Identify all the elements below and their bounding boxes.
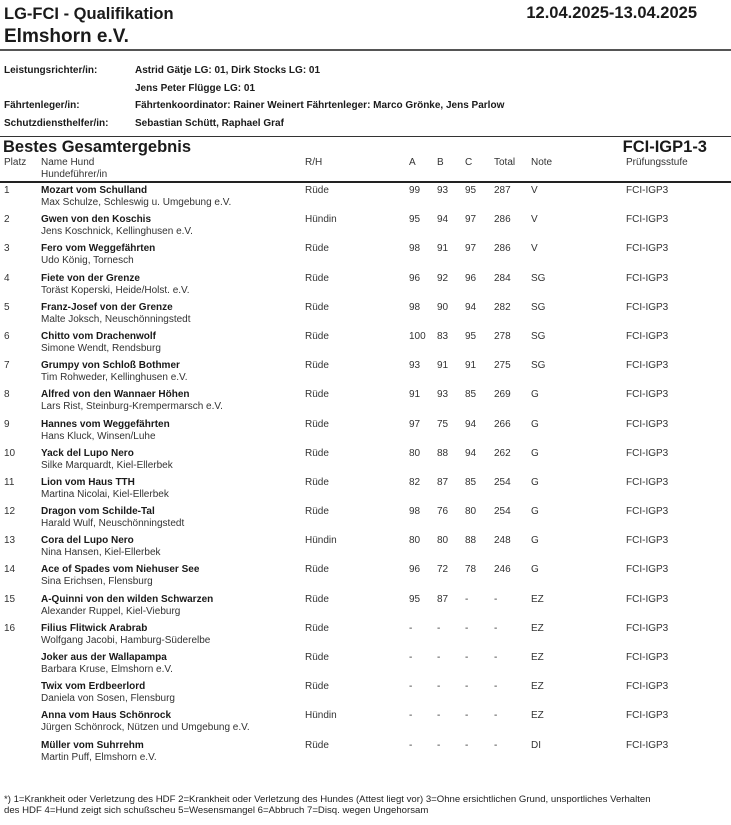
score-b: - [437, 622, 441, 634]
score-a: 96 [409, 272, 421, 284]
footnote [4, 794, 731, 816]
judges-label: Leistungsrichter/in: [4, 65, 98, 77]
score-b: 87 [437, 476, 449, 488]
score-a: 80 [409, 535, 421, 547]
table-row [0, 330, 731, 359]
grade: EZ [531, 622, 544, 634]
col-platz: Platz [4, 157, 27, 168]
exam-level: FCI-IGP3 [626, 389, 669, 401]
rank: 5 [4, 301, 10, 313]
score-b: 76 [437, 506, 449, 518]
score-total: 269 [494, 389, 511, 401]
score-total: - [494, 681, 498, 693]
exam-level: FCI-IGP3 [626, 476, 669, 488]
table-row [0, 447, 731, 476]
score-total: 254 [494, 476, 511, 488]
score-a: 98 [409, 506, 421, 518]
grade: G [531, 564, 539, 576]
grade: G [531, 535, 539, 547]
exam-level: FCI-IGP3 [626, 418, 669, 430]
grade: G [531, 418, 539, 430]
dog-name: Lion vom Haus TTH [41, 476, 135, 488]
dog-name: Müller vom Suhrrehm [41, 739, 144, 751]
dog-name: Anna vom Haus Schönrock [41, 710, 172, 722]
score-total: - [494, 593, 498, 605]
sex: Rüde [305, 330, 329, 342]
sex: Hündin [305, 214, 337, 226]
handler-name: Tim Rohweder, Kellinghusen e.V. [41, 372, 188, 384]
score-c: - [465, 710, 469, 722]
exam-level: FCI-IGP3 [626, 243, 669, 255]
sex: Rüde [305, 739, 329, 751]
exam-level: FCI-IGP3 [626, 681, 669, 693]
table-row [0, 213, 731, 242]
exam-level: FCI-IGP3 [626, 652, 669, 663]
dog-name: Franz-Josef von der Grenze [41, 301, 173, 313]
table-row [0, 534, 731, 563]
dog-name: Filius Flitwick Arabrab [41, 622, 148, 634]
score-b: 88 [437, 447, 449, 459]
score-c: 95 [465, 185, 477, 196]
sex: Rüde [305, 564, 329, 576]
table-row [0, 739, 731, 768]
handler-name: Malte Joksch, Neuschönningstedt [41, 313, 191, 325]
grade: SG [531, 360, 546, 372]
sex: Rüde [305, 360, 329, 372]
score-total: 286 [494, 243, 511, 255]
handler-name: Jens Koschnick, Kellinghusen e.V. [41, 226, 193, 238]
score-a: 95 [409, 214, 421, 226]
score-total: - [494, 622, 498, 634]
handler-name: Wolfgang Jacobi, Hamburg-Süderelbe [41, 634, 211, 646]
dog-name: Mozart vom Schulland [41, 185, 148, 196]
exam-level: FCI-IGP3 [626, 214, 669, 226]
dog-name: Gwen von den Koschis [41, 214, 152, 226]
exam-level: FCI-IGP3 [626, 535, 669, 547]
grade: SG [531, 272, 546, 284]
col-handler: Hundeführer/in [41, 169, 108, 180]
handler-name: Barbara Kruse, Elmshorn e.V. [41, 664, 173, 675]
score-c: 88 [465, 535, 477, 547]
score-a: 96 [409, 564, 421, 576]
score-c: - [465, 652, 469, 663]
score-a: 95 [409, 593, 421, 605]
score-c: - [465, 622, 469, 634]
rank: 4 [4, 272, 10, 284]
score-b: 94 [437, 214, 449, 226]
score-c: 94 [465, 301, 477, 313]
score-b: 93 [437, 389, 449, 401]
dog-name: Fero vom Weggefährten [41, 243, 156, 255]
exam-class-code: FCI-IGP1-3 [622, 138, 707, 156]
score-b: - [437, 710, 441, 722]
dog-name: Chitto vom Drachenwolf [41, 330, 157, 342]
col-c: C [465, 157, 473, 168]
table-row [0, 301, 731, 330]
dog-name: Dragon vom Schilde-Tal [41, 506, 155, 518]
handler-name: Max Schulze, Schleswig u. Umgebung e.V. [41, 197, 232, 208]
handler-name: Nina Hansen, Kiel-Ellerbek [41, 547, 161, 559]
grade: EZ [531, 681, 544, 693]
exam-level: FCI-IGP3 [626, 360, 669, 372]
sex: Rüde [305, 185, 329, 196]
score-c: 97 [465, 214, 477, 226]
exam-level: FCI-IGP3 [626, 710, 669, 722]
judges-value: Astrid Gätje LG: 01, Dirk Stocks LG: 01 [135, 65, 321, 77]
rank: 12 [4, 506, 16, 518]
grade: G [531, 506, 539, 518]
sex: Rüde [305, 652, 329, 663]
exam-level: FCI-IGP3 [626, 272, 669, 284]
document-header [4, 4, 174, 49]
handler-name: Martina Nicolai, Kiel-Ellerbek [41, 488, 169, 500]
grade: G [531, 476, 539, 488]
score-c: - [465, 593, 469, 605]
score-a: 98 [409, 243, 421, 255]
score-a: 91 [409, 389, 421, 401]
rank: 11 [4, 476, 15, 488]
score-a: 82 [409, 476, 421, 488]
rank: 1 [4, 185, 10, 196]
table-row [0, 563, 731, 592]
score-total: - [494, 739, 498, 751]
dog-name: Alfred von den Wannaer Höhen [41, 389, 190, 401]
exam-level: FCI-IGP3 [626, 301, 669, 313]
score-b: 75 [437, 418, 449, 430]
table-row [0, 622, 731, 651]
section-title: Bestes Gesamtergebnis [3, 138, 192, 156]
sex: Rüde [305, 681, 329, 693]
handler-name: Toräst Koperski, Heide/Holst. e.V. [41, 284, 190, 296]
score-c: 85 [465, 476, 477, 488]
rank: 10 [4, 447, 16, 459]
exam-level: FCI-IGP3 [626, 564, 669, 576]
footnote-line-2: des HDF 4=Hund zeigt sich schußscheu 5=Wesensmangel 6=Abbruch 7=Disq. wegen Ungehorsam [4, 805, 429, 816]
score-b: 72 [437, 564, 449, 576]
sex: Rüde [305, 418, 329, 430]
grade: V [531, 243, 538, 255]
score-a: - [409, 739, 413, 751]
dog-name: A-Quinni von den wilden Schwarzen [41, 593, 214, 605]
table-header [0, 156, 731, 182]
score-c: 78 [465, 564, 477, 576]
score-total: 275 [494, 360, 511, 372]
table-row [0, 709, 731, 738]
score-a: - [409, 710, 413, 722]
score-c: 94 [465, 418, 477, 430]
table-row [0, 272, 731, 301]
table-row [0, 242, 731, 271]
score-b: - [437, 652, 441, 663]
table-row [0, 388, 731, 417]
sex: Rüde [305, 447, 329, 459]
exam-level: FCI-IGP3 [626, 447, 669, 459]
table-row [0, 593, 731, 622]
sex: Rüde [305, 593, 329, 605]
score-total: 248 [494, 535, 511, 547]
rank: 8 [4, 389, 10, 401]
rank: 3 [4, 243, 10, 255]
col-note: Note [531, 157, 553, 168]
sex: Hündin [305, 535, 337, 547]
helper-value: Sebastian Schütt, Raphael Graf [135, 117, 284, 129]
handler-name: Daniela von Sosen, Flensburg [41, 693, 175, 705]
grade: EZ [531, 652, 544, 663]
score-b: 91 [437, 360, 449, 372]
score-b: - [437, 681, 441, 693]
score-b: 92 [437, 272, 449, 284]
exam-level: FCI-IGP3 [626, 185, 669, 196]
event-date-range: 12.04.2025-13.04.2025 [526, 4, 697, 22]
handler-name: Udo König, Tornesch [41, 255, 134, 267]
score-c: 91 [465, 360, 477, 372]
score-total: - [494, 652, 498, 663]
rank: 14 [4, 564, 16, 576]
score-a: 97 [409, 418, 421, 430]
handler-name: Alexander Ruppel, Kiel-Vieburg [41, 605, 181, 617]
score-c: 96 [465, 272, 477, 284]
col-name: Name Hund [41, 157, 95, 168]
dog-name: Fiete von der Grenze [41, 272, 140, 284]
club-name: Elmshorn e.V. [4, 26, 129, 47]
score-c: 97 [465, 243, 477, 255]
sex: Rüde [305, 506, 329, 518]
score-b: 90 [437, 301, 449, 313]
handler-name: Sina Erichsen, Flensburg [41, 576, 153, 588]
score-c: - [465, 739, 469, 751]
handler-name: Hans Kluck, Winsen/Luhe [41, 430, 156, 442]
exam-level: FCI-IGP3 [626, 330, 669, 342]
header-divider [0, 49, 731, 51]
rank: 6 [4, 330, 10, 342]
table-row [0, 651, 731, 680]
sex: Rüde [305, 301, 329, 313]
table-header-divider [0, 181, 731, 183]
sex: Rüde [305, 622, 329, 634]
table-row [0, 505, 731, 534]
officials-block [4, 62, 504, 132]
score-a: - [409, 622, 413, 634]
score-c: - [465, 681, 469, 693]
dog-name: Twix vom Erdbeerlord [41, 681, 146, 693]
dog-name: Yack del Lupo Nero [41, 447, 134, 459]
col-stufe: Prüfungsstufe [626, 157, 688, 168]
score-a: 100 [409, 330, 426, 342]
score-c: 94 [465, 447, 477, 459]
col-total: Total [494, 157, 516, 168]
score-a: - [409, 681, 413, 693]
exam-level: FCI-IGP3 [626, 593, 669, 605]
exam-level: FCI-IGP3 [626, 739, 669, 751]
score-total: 282 [494, 301, 511, 313]
rank: 7 [4, 360, 10, 372]
handler-name: Jürgen Schönrock, Nützen und Umgebung e.V. [41, 722, 250, 734]
score-b: 83 [437, 330, 449, 342]
dog-name: Joker aus der Wallapampa [41, 652, 167, 663]
tracklayer-value: Fährtenkoordinator: Rainer Weinert Fährtenleger: Marco Grönke, Jens Parlow [135, 100, 505, 112]
rank: 13 [4, 535, 16, 547]
score-b: 91 [437, 243, 449, 255]
score-b: 80 [437, 535, 449, 547]
dog-name: Ace of Spades vom Niehuser See [41, 564, 200, 576]
sex: Rüde [305, 272, 329, 284]
footnote-line-1: *) 1=Krankheit oder Verletzung des HDF 2=Krankheit oder Verletzung des Hundes (Attest liegt vor) 3=Ohne ersichtlichen Grund, unsportliches Verhalten [4, 794, 651, 805]
exam-level: FCI-IGP3 [626, 622, 669, 634]
score-c: 85 [465, 389, 477, 401]
score-b: 87 [437, 593, 449, 605]
grade: SG [531, 330, 546, 342]
grade: EZ [531, 593, 544, 605]
rank: 16 [4, 622, 16, 634]
sex: Rüde [305, 243, 329, 255]
grade: V [531, 185, 538, 196]
score-total: 246 [494, 564, 511, 576]
results-table [0, 184, 731, 768]
grade: DI [531, 739, 541, 751]
sex: Rüde [305, 476, 329, 488]
grade: SG [531, 301, 546, 313]
score-b: - [437, 739, 441, 751]
score-total: 254 [494, 506, 511, 518]
grade: G [531, 389, 539, 401]
score-c: 95 [465, 330, 477, 342]
col-rh: R/H [305, 157, 323, 168]
score-a: 93 [409, 360, 421, 372]
rank: 2 [4, 214, 10, 226]
score-a: 98 [409, 301, 421, 313]
col-a: A [409, 157, 416, 168]
exam-level: FCI-IGP3 [626, 506, 669, 518]
handler-name: Lars Rist, Steinburg-Krempermarsch e.V. [41, 401, 223, 413]
score-a: 80 [409, 447, 421, 459]
helper-label: Schutzdiensthelfer/in: [4, 117, 109, 129]
score-total: - [494, 710, 498, 722]
col-b: B [437, 157, 444, 168]
handler-name: Harald Wulf, Neuschönningstedt [41, 518, 185, 530]
score-total: 286 [494, 214, 511, 226]
handler-name: Silke Marquardt, Kiel-Ellerbek [41, 459, 173, 471]
score-total: 262 [494, 447, 511, 459]
table-row [0, 418, 731, 447]
dog-name: Grumpy von Schloß Bothmer [41, 360, 180, 372]
score-a: 99 [409, 185, 421, 196]
rank: 15 [4, 593, 16, 605]
dog-name: Hannes vom Weggefährten [41, 418, 170, 430]
table-row [0, 184, 731, 213]
sex: Hündin [305, 710, 337, 722]
table-row [0, 680, 731, 709]
grade: G [531, 447, 539, 459]
handler-name: Simone Wendt, Rendsburg [41, 342, 161, 354]
score-total: 266 [494, 418, 511, 430]
score-b: 93 [437, 185, 449, 196]
grade: EZ [531, 710, 544, 722]
dog-name: Cora del Lupo Nero [41, 535, 134, 547]
table-row [0, 476, 731, 505]
event-title: LG-FCI - Qualifikation [4, 5, 174, 23]
handler-name: Martin Puff, Elmshorn e.V. [41, 751, 157, 763]
judges-value-2: Jens Peter Flügge LG: 01 [135, 82, 256, 94]
grade: V [531, 214, 538, 226]
score-a: - [409, 652, 413, 663]
sex: Rüde [305, 389, 329, 401]
score-total: 278 [494, 330, 511, 342]
score-c: 80 [465, 506, 477, 518]
rank: 9 [4, 418, 10, 430]
table-row [0, 359, 731, 388]
score-total: 287 [494, 185, 511, 196]
score-total: 284 [494, 272, 511, 284]
tracklayer-label: Fährtenleger/in: [4, 100, 80, 112]
